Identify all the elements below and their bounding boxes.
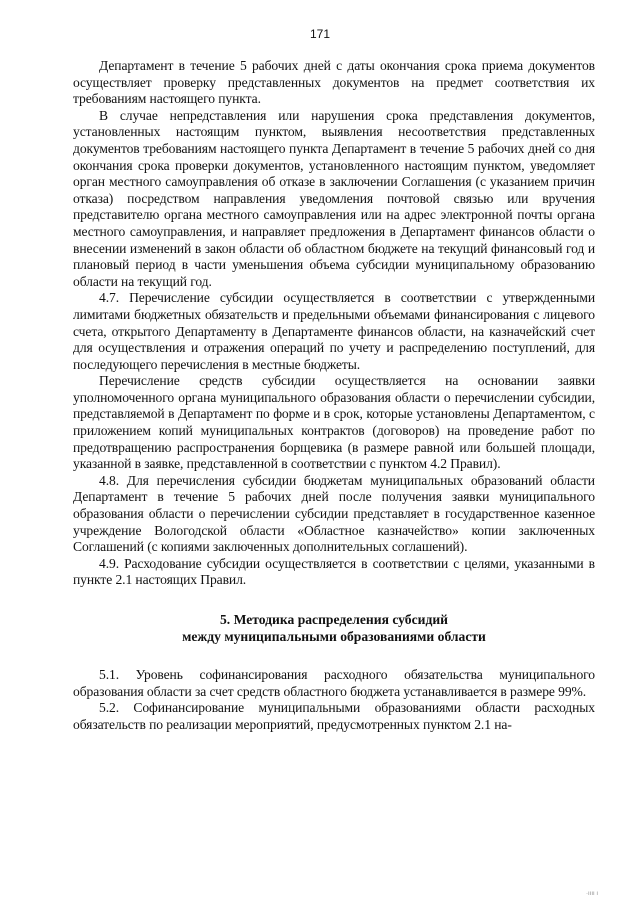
paragraph-4-9: 4.9. Расходование субсидии осуществляется в соответствии с целями, указанными в пункте 2.1 настоящих Правил. — [73, 555, 595, 588]
paragraph-refusal-notice: В случае непредставления или нарушения срока представления документов, установленных настоящим пунктом, выявления несоответствия представленных документов требованиям настоящего пункта Департамент в течение 5 рабочих дней со дня окончания срока проверки документов, установленного настоящим пунктом, уведомляет орган местного самоуправления об отказе в заключении Соглашения (с указанием причин отказа) посредством направления уведомления почтовой связью или вручения представителю органа местного самоуправления или на адрес электронной почты органа местного самоуправления, и направляет предложения в Департамент финансов области о внесении изменений в закон области об областном бюджете на текущий финансовый год и плановый период в части уменьшения объема субсидии муниципальному образованию области на текущий год. — [73, 107, 595, 289]
page-number: 171 — [309, 27, 331, 41]
paragraph-transfer-request: Перечисление средств субсидии осуществляется на основании заявки уполномоченного органа муниципального образования области о перечислении субсидии, представляемой в Департамент по форме и в срок, которые установлены Департаментом, с приложением копий муниципальных контрактов (договоров) на проведение работ по предотвращению распространения борщевика (в размере равной или большей площади, указанной в заявке, представленной в соответствии с пунктом 4.2 Правил). — [73, 373, 595, 472]
paragraph-review-period: Департамент в течение 5 рабочих дней с даты окончания срока приема документов осуществляет проверку представленных документов на предмет соответствия их требованиям настоящего пункта. — [73, 58, 595, 107]
paragraph-5-1: 5.1. Уровень софинансирования расходного обязательства муниципального образования области за счет средств областного бюджета устанавливается в размере 99%. — [73, 667, 595, 699]
paragraph-4-8: 4.8. Для перечисления субсидии бюджетам муниципальных образований области Департамент в течение 5 рабочих дней после получения заявки муниципального образования области о перечислении субсидии представляет в государственное казенное учреждение Вологодской области «Областное казначейство» копии заключенных Соглашений (с копиями заключенных дополнительных соглашений). — [73, 472, 595, 555]
document-body — [73, 58, 595, 733]
section-heading-line-2: между муниципальными образованиями области — [182, 629, 486, 644]
footer-mark: ·ıııı ı — [586, 891, 598, 897]
paragraph-5-2: 5.2. Софинансирование муниципальными образованиями области расходных обязательств по реализации мероприятий, предусмотренных пунктом 2.1 на- — [73, 700, 595, 732]
section-heading — [73, 611, 595, 645]
section-heading-line-1: 5. Методика распределения субсидий — [219, 612, 448, 627]
paragraph-4-7: 4.7. Перечисление субсидии осуществляется в соответствии с утвержденными лимитами бюджетных обязательств и предельными объемами финансирования с лицевого счета, открытого Департаменту в Департаменте финансов области, на казначейский счет для осуществления и отражения операций по учету и распределению поступлений, для последующего перечисления в местные бюджеты. — [73, 290, 595, 372]
